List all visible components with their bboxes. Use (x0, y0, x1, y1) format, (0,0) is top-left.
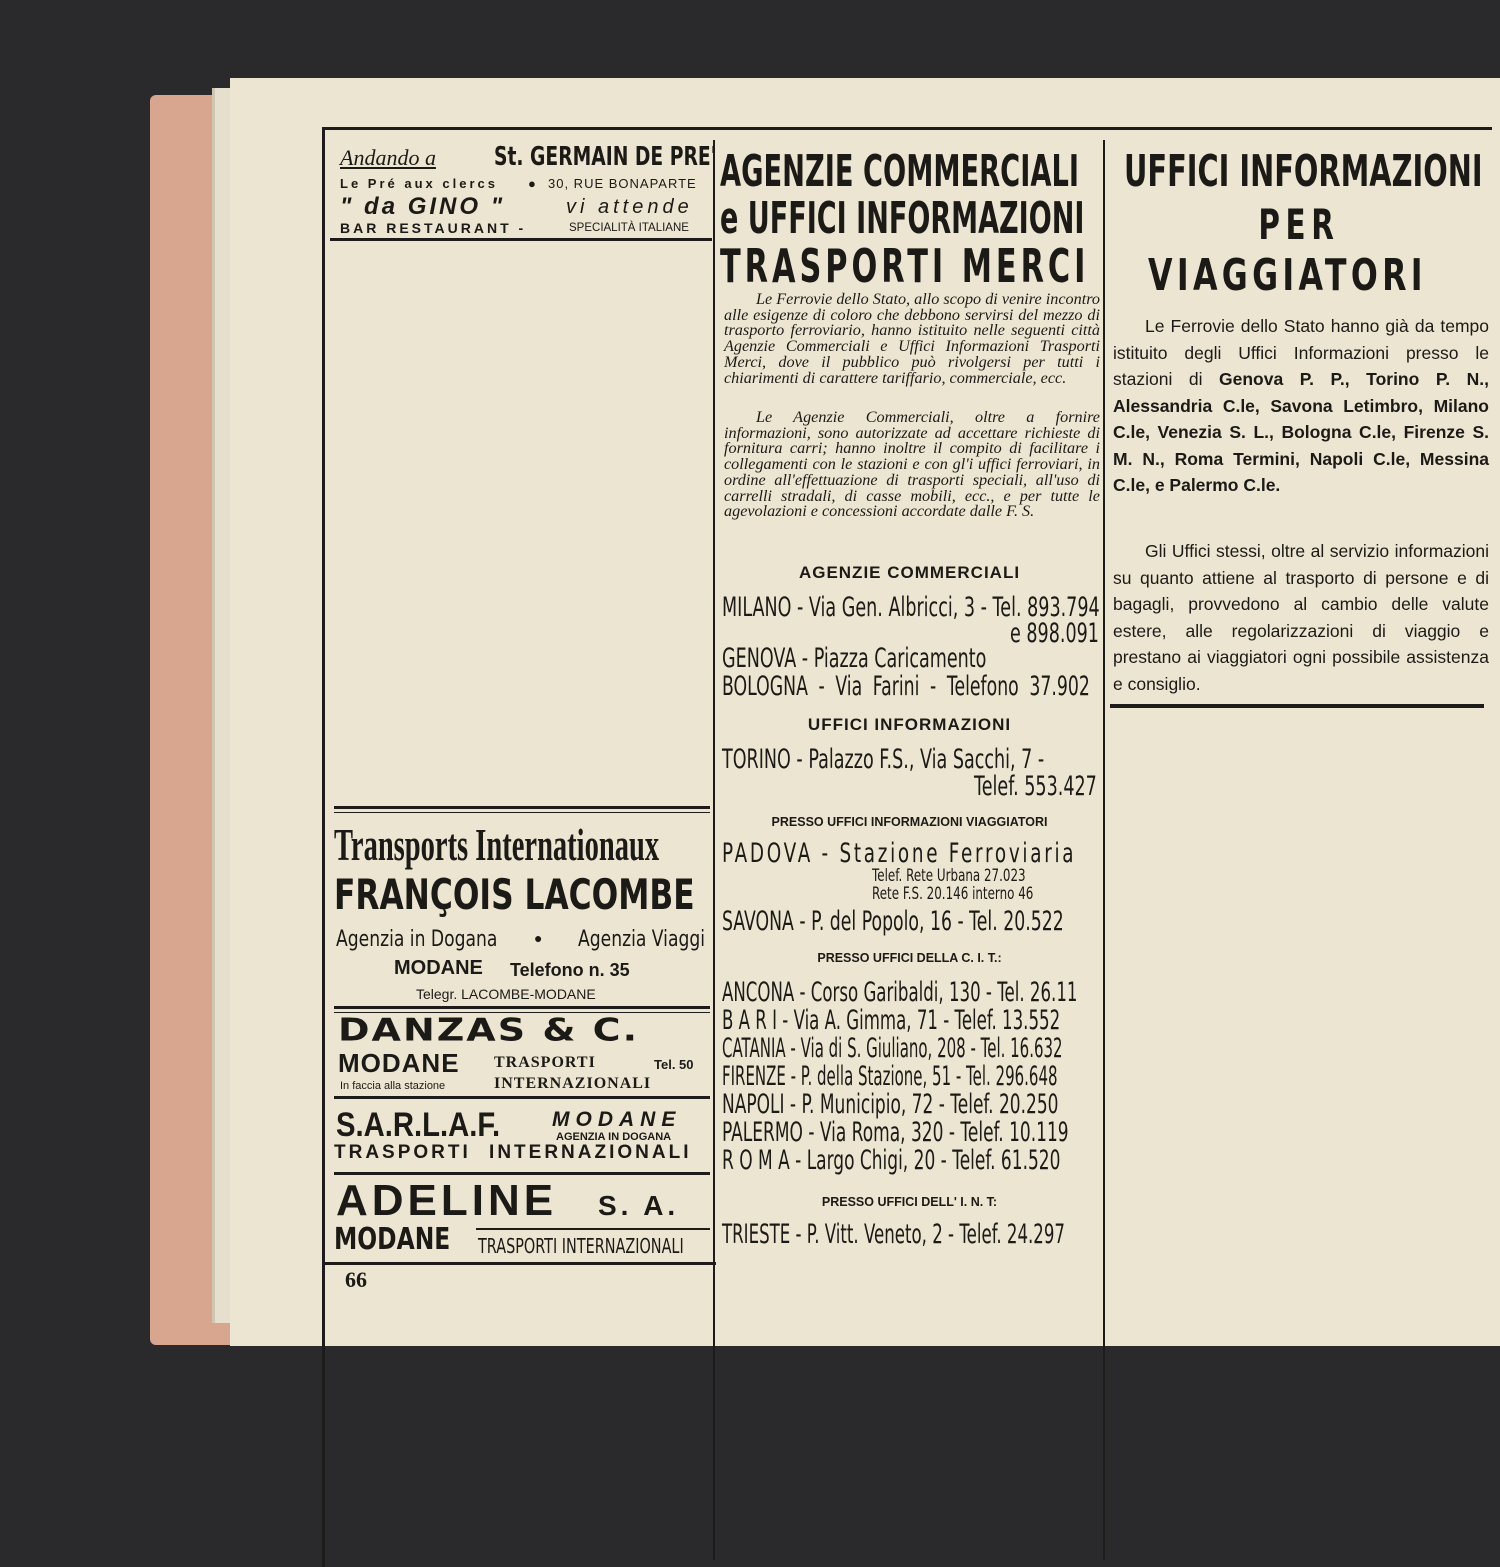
viaggiatori-p1-start: Le Ferrovie dello Stato hanno già da tempo istituito degli Uffici Informazioni presso le stazioni di (1113, 316, 1489, 389)
danzas-name: DANZAS & C. (338, 1012, 640, 1049)
danzas-city: MODANE (338, 1048, 460, 1078)
gino-specialita: SPECIALITÀ ITALIANE (569, 222, 689, 234)
gino-intro: Andando a (340, 145, 436, 170)
sarlaf-city: MODANE (552, 1108, 682, 1131)
viaggiatori-paragraph-2: Gli Uffici stessi, oltre al servizio informazioni su quanto attiene al trasporto di persone e di bagagli, provvedono al cambio delle valute estere, alle regolarizzazioni di viaggio e prestano ai viaggiatori ogni possibile assistenza e consiglio. (1113, 541, 1489, 694)
padova-line-1: PADOVA - Stazione Ferroviaria (722, 838, 1077, 869)
viaggiatori-paragraph-1 (1113, 313, 1489, 499)
cit-entry: PALERMO - Via Roma, 320 - Telef. 10.119 (722, 1117, 1069, 1148)
lacombe-phone: Telefono n. 35 (510, 960, 630, 980)
gino-bullet: ● (528, 176, 536, 191)
lacombe-bullet: ● (534, 930, 543, 946)
sub-presso-viaggiatori: PRESSO UFFICI INFORMAZIONI VIAGGIATORI (771, 815, 1048, 829)
sarlaf-name: S.A.R.L.A.F. (336, 1106, 501, 1144)
frame-top (322, 127, 1492, 130)
danzas-bottom-rule (334, 1096, 710, 1099)
danzas-trasporti: TRASPORTI (494, 1054, 596, 1071)
gino-location: St. GERMAIN DE PRE' (494, 142, 717, 172)
torino-line-1: TORINO - Palazzo F.S., Via Sacchi, 7 - (722, 744, 1045, 775)
lacombe-title: Transports Internationaux (334, 819, 660, 870)
lacombe-top-rule (334, 806, 710, 809)
adeline-line: TRASPORTI INTERNAZIONALI (478, 1234, 684, 1258)
sarlaf-note: AGENZIA IN DOGANA (556, 1131, 672, 1143)
agenzie-paragraph-2: Le Agenzie Commerciali, oltre a fornire informazioni, sono autorizzate ad accettare richieste di fornitura carri; hanno inoltre il compito di facilitare i collegamenti con le stazioni e con gl'i uffici ferroviari, in ordine all'effettuazione di trasporti speciali, all'uso di carrelli stradali, di casse mobili, ecc., e per tutte le agevolazioni e concessioni accordate dalle F. S. (724, 408, 1100, 521)
viaggiatori-heading-3: VIAGGIATORI (1148, 250, 1427, 301)
danzas-note: In faccia alla stazione (340, 1080, 446, 1092)
viaggiatori-p1-cities: Genova P. P., Torino P. N., Alessandria C.le, Savona Letimbro, Milano C.le, Venezia S. L., Bologna C.le, Firenze S. M. N., Roma Termini, Napoli C.le, Messina C.le, e Palermo C.le. (1113, 369, 1489, 495)
padova-line-2: Telef. Rete Urbana 27.023 (872, 866, 1026, 886)
savona-line: SAVONA - P. del Popolo, 16 - Tel. 20.522 (722, 906, 1064, 937)
milano-line-2: e 898.091 (1010, 618, 1099, 649)
adeline-rule (476, 1228, 710, 1230)
page-number: 66 (345, 1267, 367, 1292)
viaggiatori-bottom-rule (1110, 704, 1484, 708)
adeline-suffix: S. A. (598, 1190, 680, 1221)
agenzie-paragraph-1: Le Ferrovie dello Stato, allo scopo di venire incontro alle esigenze di coloro che debbono servirsi del mezzo di trasporto ferroviario, hanno istituito nelle seguenti città Agenzie Commerciali e Uffici Informazioni Trasporti Merci, dove il pubblico può rivolgersi per tutti i chiarimenti di carattere tariffario, commerciale, ecc. (724, 290, 1100, 387)
sub-uffici-informazioni: UFFICI INFORMAZIONI (807, 715, 1012, 734)
danzas-internazionali: INTERNAZIONALI (494, 1075, 652, 1092)
frame-bottom-left (322, 1262, 716, 1265)
padova-line-3: Rete F.S. 20.146 interno 46 (872, 884, 1034, 904)
viaggiatori-heading-2-wrap (1107, 200, 1490, 249)
sub-presso-int: PRESSO UFFICI DELL' I. N. T: (821, 1195, 998, 1209)
lacombe-telegr: Telegr. LACOMBE-MODANE (416, 986, 596, 1002)
sarlaf-bottom-rule (334, 1172, 710, 1175)
agenzie-heading-1: AGENZIE COMMERCIALI (720, 146, 1079, 197)
sarlaf-line: TRASPORTI INTERNAZIONALI (334, 1142, 692, 1163)
column-divider-2 (1103, 140, 1105, 1560)
adeline-name: ADELINE (336, 1176, 558, 1225)
lacombe-name: FRANÇOIS LACOMBE (334, 870, 695, 919)
agenzie-heading-2: e UFFICI INFORMAZIONI (720, 193, 1085, 244)
adeline-city: MODANE (334, 1222, 451, 1257)
lacombe-viaggi: Agenzia Viaggi (578, 927, 706, 952)
viaggiatori-heading-2: PER (1257, 200, 1340, 249)
gino-address: 30, RUE BONAPARTE (548, 176, 697, 191)
cit-entry: ANCONA - Corso Garibaldi, 130 - Tel. 26.11 (722, 977, 1078, 1008)
sub-presso-cit: PRESSO UFFICI DELLA C. I. T.: (817, 951, 1002, 965)
danzas-tel: Tel. 50 (654, 1057, 694, 1072)
milano-line-1: MILANO - Via Gen. Albricci, 3 - Tel. 893.794 (722, 592, 1100, 623)
column-divider-1 (713, 140, 715, 1560)
frame-left (322, 127, 325, 1567)
cit-entry: R O M A - Largo Chigi, 20 - Telef. 61.520 (722, 1145, 1061, 1176)
cit-entry: NAPOLI - P. Municipio, 72 - Telef. 20.250 (722, 1089, 1059, 1120)
trieste-line: TRIESTE - P. Vitt. Veneto, 2 - Telef. 24.297 (722, 1219, 1065, 1250)
bologna-line: BOLOGNA - Via Farini - Telefono 37.902 (722, 671, 1090, 702)
torino-line-2: Telef. 553.427 (974, 771, 1097, 802)
lacombe-top-rule-thin (334, 812, 710, 813)
cit-entry: FIRENZE - P. della Stazione, 51 - Tel. 296.648 (722, 1061, 1058, 1092)
cit-entry: B A R I - Via A. Gimma, 71 - Telef. 13.552 (722, 1005, 1061, 1036)
gino-attende: vi attende (566, 196, 693, 218)
cit-entry: CATANIA - Via di S. Giuliano, 208 - Tel. 16.632 (722, 1033, 1063, 1064)
lacombe-city: MODANE (394, 957, 483, 979)
sub-agenzie-commerciali: AGENZIE COMMERCIALI (798, 563, 1021, 582)
lacombe-dogana: Agenzia in Dogana (336, 927, 498, 952)
lacombe-bottom-rule (334, 1006, 710, 1009)
genova-line: GENOVA - Piazza Caricamento (722, 643, 987, 674)
gino-street-name: Le Pré aux clercs (340, 176, 498, 191)
gino-bar-restaurant: BAR RESTAURANT - (340, 220, 527, 236)
viaggiatori-heading-1: UFFICI INFORMAZIONI (1124, 146, 1483, 197)
agenzie-heading-3: TRASPORTI MERCI (720, 239, 1090, 293)
gino-name: " da GINO " (340, 193, 506, 220)
gino-bottom-rule (330, 238, 712, 241)
